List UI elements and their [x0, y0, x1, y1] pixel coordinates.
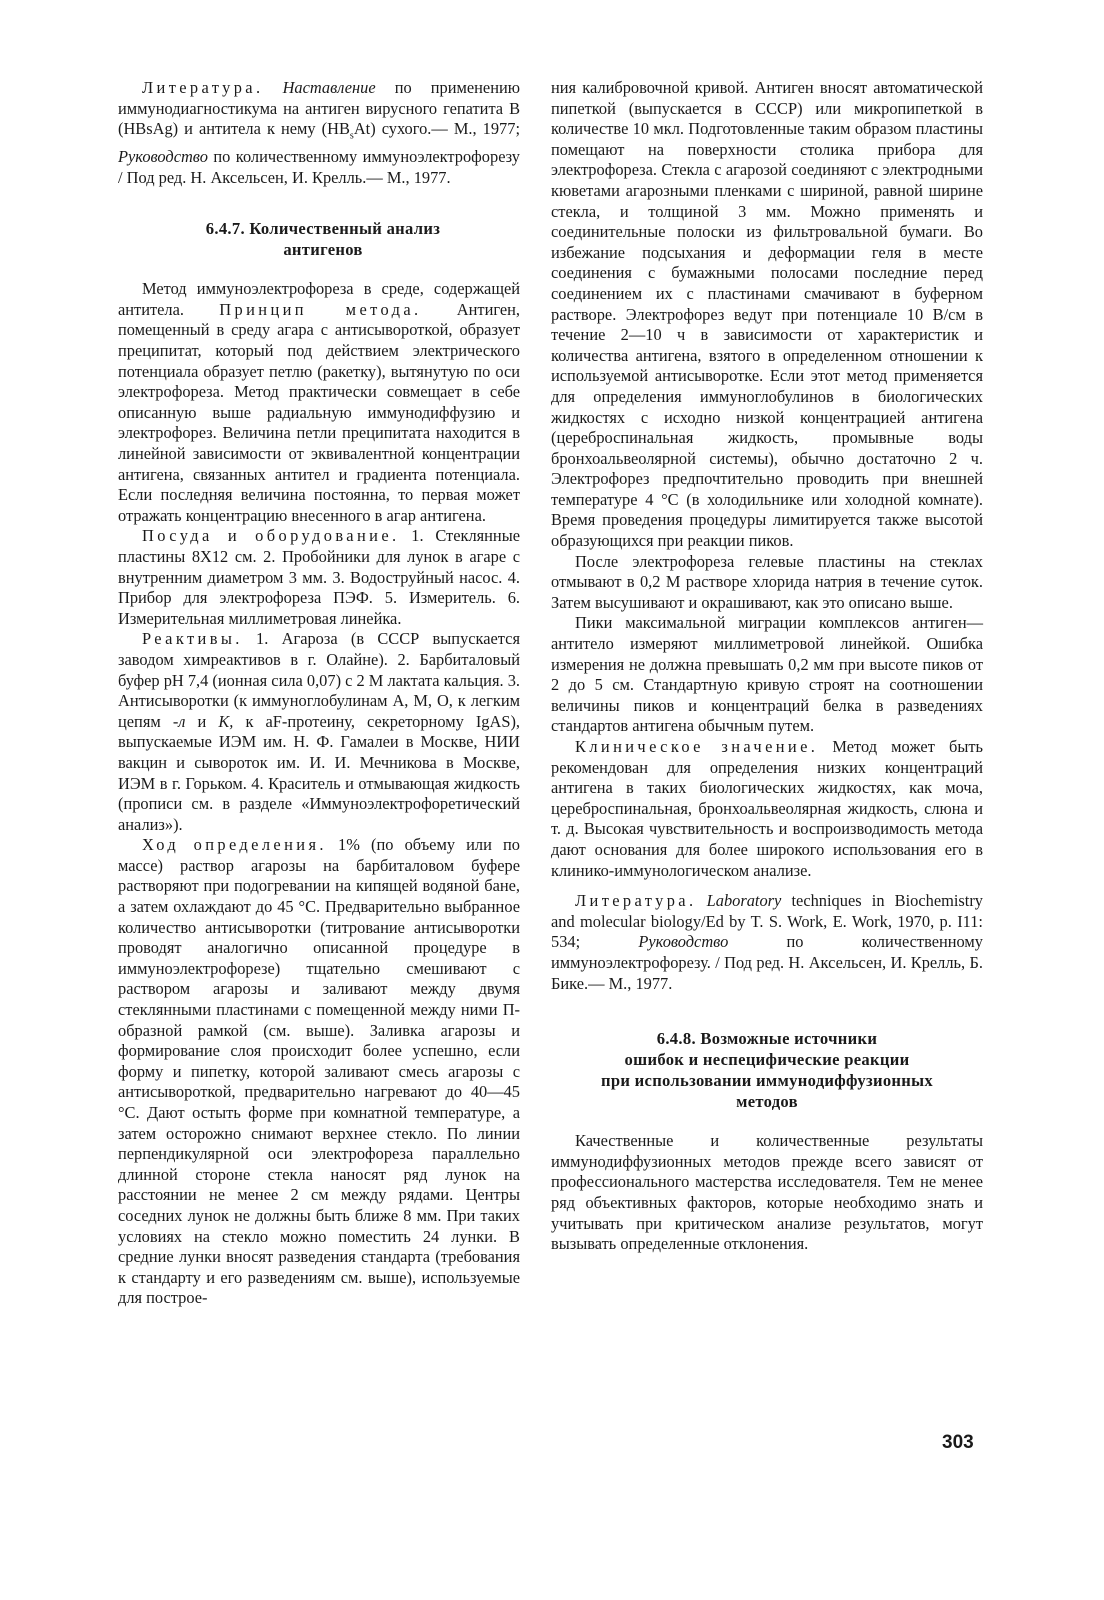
equipment-label: Посуда и оборудование.	[142, 526, 400, 546]
procedure-paragraph	[118, 835, 520, 1309]
ref-text: techniques in Biochemistry and molecular biology/Ed by T. S. Work, E. Work, 1970, p. I11: 534;	[551, 891, 983, 952]
body-text: 1. Агароза (в СССР выпускается заводом химреактивов в г. Олайне). 2. Барбиталовый буфер рН 7,4 (ионная сила 0,07) с 2 М лактата кальция. 3. Антисыворотки (к иммуноглобулинам A, M, O, к легким цепям	[118, 629, 520, 731]
ref-subscript: s	[349, 130, 354, 142]
after-electrophoresis-paragraph: После электрофореза гелевые пластины на стеклах отмывают в 0,2 М растворе хлорида натрия в течение суток. Затем высушивают и окрашивают, как это описано выше.	[551, 551, 983, 612]
page-number: 303	[942, 1432, 974, 1453]
peaks-paragraph: Пики максимальной миграции комплексов антиген—антитело измеряют миллиметровой линейкой. Ошибка измерения не должна превышать 0,2 мм при высоте пиков от 2 до 5 см. Стандартную кривую строят на соотношении величины пиков и концентраций белка в разведениях стандартов антигена обычным путем.	[551, 613, 983, 736]
clinical-label: Клиническое значение.	[575, 737, 819, 756]
body-text: 1% (по объему или по массе) раствор агарозы на барбиталовом буфере растворяют при подогревании на кипящей водяной бане, а затем охлаждают до 45 °С. Предварительно выбранное количество антисыворотки (титрование антисыворотки проводят аналогично описанной процедуре в иммуноэлектрофорезе) тщательно смешивают с раствором агарозы и заливают между двумя стеклянными пластинами с помещенной между ними П-образной рамкой (см. выше). Заливка агарозы и формирование слоя происходит более успешно, если форму и пипетку, которой заливают смесь агарозы с антисывороткой, предварительно нагревают до 40—45 °С. Дают остыть форме при комнатной температуре, а затем осторожно снимают верхнее стекло. По линии перпендикулярной оси электрофореза параллельно длинной стороне стекла наносят ряд лунок на расстоянии не менее 2 см между рядами. Центры соседних лунок не должны быть ближе 8 мм. При таких условиях на стекло можно поместить 24 лунки. В средние лунки вносят разведения стандарта (требования к стандарту и его разведениям см. выше), используемые для построе-	[118, 835, 520, 1308]
heading-line: антигенов	[283, 240, 363, 260]
literature-label: Литература.	[575, 891, 697, 911]
heading-line: ошибок и неспецифические реакции	[624, 1050, 910, 1070]
heading-line: методов	[736, 1092, 798, 1112]
heading-line: 6.4.7. Количественный анализ	[205, 219, 441, 239]
clinical-paragraph	[551, 737, 983, 881]
body-text: Метод иммуноэлектрофореза в среде, содержащей антитела.	[118, 279, 520, 319]
section-heading-6-4-8	[551, 1028, 983, 1112]
reagents-paragraph	[118, 629, 520, 835]
literature-label: Литература.	[142, 78, 264, 97]
principle-label: Принцип метода.	[219, 299, 422, 319]
heading-line: 6.4.8. Возможные источники	[656, 1029, 878, 1049]
body-text: Антиген, помещенный в среду агара с антисывороткой, образует преципитат, который под действием электрического потенциала образует петлю (ракетку), вытянутую по оси электрофореза. Метод практически совмещает в себе описанную выше радиальную иммунодиффузию и электрофорез. Величина петли преципитата находится в линейной зависимости от эквивалентной концентрации антигена, связанных антител и градиента потенциала. Если последняя величина постоянна, то первая может отражать концентрацию внесенного в агар антигена.	[118, 299, 520, 525]
italic-term: K,	[218, 711, 234, 731]
ref-text: At) сухого.— М., 1977;	[353, 119, 520, 139]
body-text: Метод может быть рекомендован для определения низких концентраций антигена в таких биологических жидкостях, как моча, цереброспинальная, бронхоальвеолярная жидкость, слюна и т. д. Высокая чувствительность и воспроизводимость метода дают основания для более широкого использования его в клинико-иммунологическом анализе.	[551, 737, 983, 880]
section-heading-6-4-7	[118, 218, 520, 260]
ref-text: по количественному иммуноэлектрофорезу. / Под ред. Н. Аксельсен, И. Крелль, Б. Бике.— М., 1977.	[551, 932, 983, 993]
ref-text: по количественному иммуноэлектрофорезу / Под ред. Н. Аксельсен, И. Крелль.— М., 1977.	[118, 147, 520, 187]
ref-text: по применению иммунодиагностикума на антиген вирусного гепатита В (HBsAg) и антитела к нему (HB	[118, 78, 520, 139]
ref-title: Наставление	[282, 78, 376, 97]
literature-paragraph-2	[551, 891, 983, 994]
body-text: 1. Стеклянные пластины 8X12 см. 2. Пробойники для лунок в агаре с внутренним диаметром 3 мм. 3. Водоструйный насос. 4. Прибор для электрофореза ПЭФ. 5. Измеритель. 6. Измерительная миллиметровая линейка.	[118, 526, 520, 628]
closing-paragraph: Качественные и количественные результаты иммунодиффузионных методов прежде всего зависят от профессионального мастерства исследователя. Тем не менее ряд объективных факторов, которые необходимо знать и учитывать при критическом анализе результатов, могут вызывать определенные отклонения.	[551, 1131, 983, 1254]
ref-title: Руководство	[638, 932, 729, 952]
reagents-label: Реактивы.	[142, 629, 243, 649]
heading-line: при использовании иммунодиффузионных	[600, 1071, 934, 1091]
ref-title: Laboratory	[706, 891, 782, 911]
procedure-label: Ход определения.	[142, 835, 327, 855]
ref-title: Руководство	[118, 147, 208, 167]
body-text: к aF-протеину, секреторному IgAS), выпускаемые ИЭМ им. Н. Ф. Гамалеи в Москве, НИИ вакцин и сывороток им. И. И. Мечникова в Москве, ИЭМ в г. Горьком. 4. Краситель и отмывающая жидкость (прописи см. в разделе «Иммуноэлектрофоретический анализ»).	[118, 711, 521, 834]
continued-paragraph: ния калибровочной кривой. Антиген вносят автоматической пипеткой (выпускается в СССР) или микропипеткой в количестве 10 мкл. Подготовленные таким образом пластины помещают на поверхности столика прибора для электрофореза. Стекла с агарозой соединяют с электродными кюветами агарозными пленками с шириной, равной ширине стекла, и толщиной 3 мм. Можно применять и соединительные полоски из фильтровальной бумаги. Во избежание подсыхания и деформации геля в месте соединения с бумажными полосами последние перед соединением их с пластинами смачивают в буферном растворе. Электрофорез ведут при потенциале 10 В/см в течение 2—10 ч в зависимости от характеристик и количества антигена, взятого в определенном отношении к используемой антисыворотке. Если этот метод применяется для определения иммуноглобулинов в биологических жидкостях с исходно низкой концентрацией антигена (цереброспинальная жидкость, промывные воды бронхоальвеолярной системы), обычно достаточно 2 ч. Электрофорез предпочтительно проводить при внешней температуре 4 °С (в холодильнике или холодной комнате). Время проведения процедуры лимитируется также высотой образующихся при реакции пиков.	[551, 78, 983, 551]
literature-paragraph	[118, 78, 520, 188]
intro-paragraph	[118, 279, 520, 526]
italic-term: -л	[172, 711, 186, 731]
right-column	[551, 78, 983, 1255]
equipment-paragraph	[118, 526, 520, 629]
body-text: и	[185, 711, 219, 731]
left-column	[118, 78, 520, 1309]
